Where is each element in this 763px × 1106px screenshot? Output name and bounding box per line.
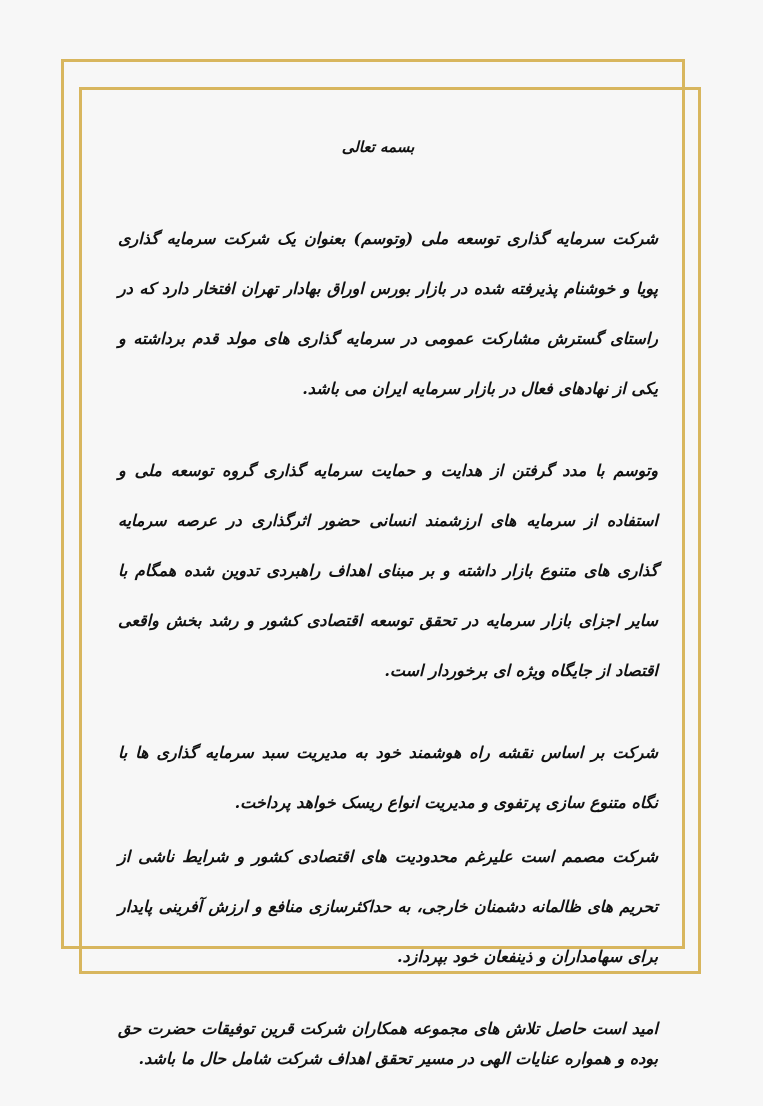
paragraph-intro: شرکت سرمایه گذاری توسعه ملی (وتوسم) بعنوان یک شرکت سرمایه گذاری پویا و خوشنام پذیرفته شده در بازار بورس اوراق بهادار تهران افتخار دارد که در راستای گسترش مشارکت عمومی در سرمایه گذاری های مولد قدم برداشته و یکی از نهادهای فعال در بازار سرمایه ایران می باشد. — [118, 229, 658, 398]
paragraph-closing: امید است حاصل تلاش های مجموعه همکاران شرکت قرین توفیقات حضرت حق بوده و همواره عنایات الهی در مسیر تحقق اهداف شرکت شامل حال ما باشد. — [118, 1019, 658, 1068]
paragraph-commitment: شرکت مصمم است علیرغم محدودیت های اقتصادی کشور و شرایط ناشی از تحریم های ظالمانه دشمنان خارجی، به حداکثرسازی منافع و ارزش آفرینی پایدار برای سهامداران و ذینفعان خود بپردازد. — [118, 847, 658, 966]
paragraph-portfolio: شرکت بر اساس نقشه راه هوشمند خود به مدیریت سبد سرمایه گذاری ها با نگاه متنوع سازی پرتفوی و مدیریت انواع ریسک خواهد پرداخت. — [118, 743, 658, 812]
letter-heading: بسمه تعالی — [341, 138, 415, 156]
letter-content — [118, 138, 658, 1106]
paragraph-mission: وتوسم با مدد گرفتن از هدایت و حمایت سرمایه گذاری گروه توسعه ملی و استفاده از سرمایه های ارزشمند انسانی حضور اثرگذاری در عرصه سرمایه گذاری های متنوع بازار داشته و بر مبنای اهداف راهبردی تدوین شده همگام با سایر اجزای بازار سرمایه در تحقق توسعه اقتصادی کشور و رشد بخش واقعی اقتصاد از جایگاه ویژه ای برخوردار است. — [118, 461, 658, 680]
